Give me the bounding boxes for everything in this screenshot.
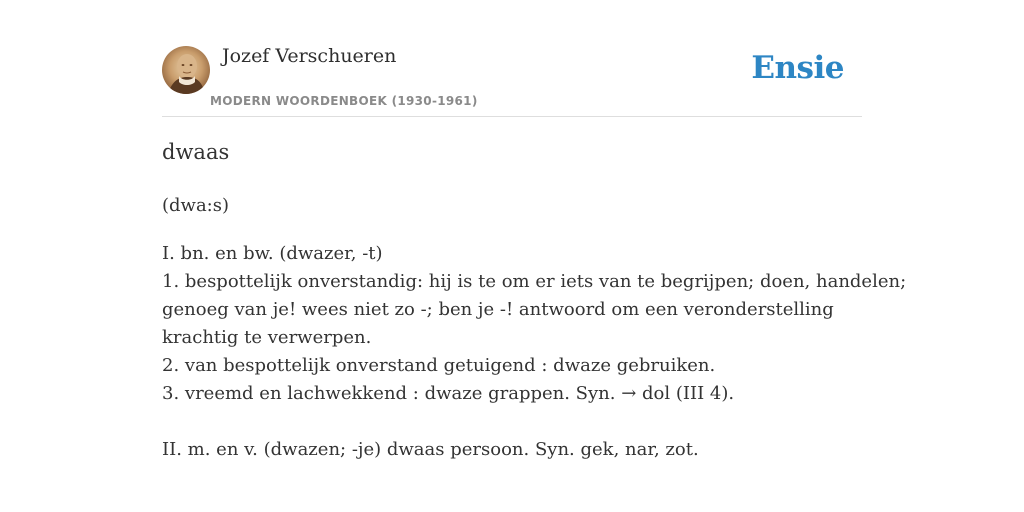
entry-header bbox=[162, 0, 862, 117]
ensie-logo[interactable]: Ensie bbox=[751, 50, 844, 86]
definition-line: 2. van bespottelijk onverstand getuigend : dwaze gebruiken. bbox=[162, 355, 716, 376]
definition-line: 3. vreemd en lachwekkend : dwaze grappen. Syn. → dol (III 4). bbox=[162, 383, 735, 404]
definition-line: II. m. en v. (dwazen; -je) dwaas persoon. Syn. gek, nar, zot. bbox=[162, 439, 699, 460]
entry-term: dwaas bbox=[162, 140, 230, 164]
entry-card bbox=[162, 0, 907, 512]
definition-line: krachtig te verwerpen. bbox=[162, 327, 372, 348]
entry-definition bbox=[162, 240, 907, 464]
author-avatar[interactable] bbox=[162, 46, 210, 94]
definition-line: 1. bespottelijk onverstandig: hij is te om er iets van te begrijpen; doen, handelen; bbox=[162, 271, 907, 292]
author-name[interactable]: Jozef Verschueren bbox=[222, 45, 397, 67]
entry-pronunciation: (dwa:s) bbox=[162, 195, 230, 216]
source-label[interactable]: MODERN WOORDENBOEK (1930-1961) bbox=[210, 94, 478, 108]
portrait-icon bbox=[162, 46, 210, 94]
definition-line: I. bn. en bw. (dwazer, -t) bbox=[162, 243, 383, 264]
definition-spacer bbox=[162, 408, 862, 436]
definition-line: genoeg van je! wees niet zo -; ben je -! antwoord om een veronderstelling bbox=[162, 299, 834, 320]
